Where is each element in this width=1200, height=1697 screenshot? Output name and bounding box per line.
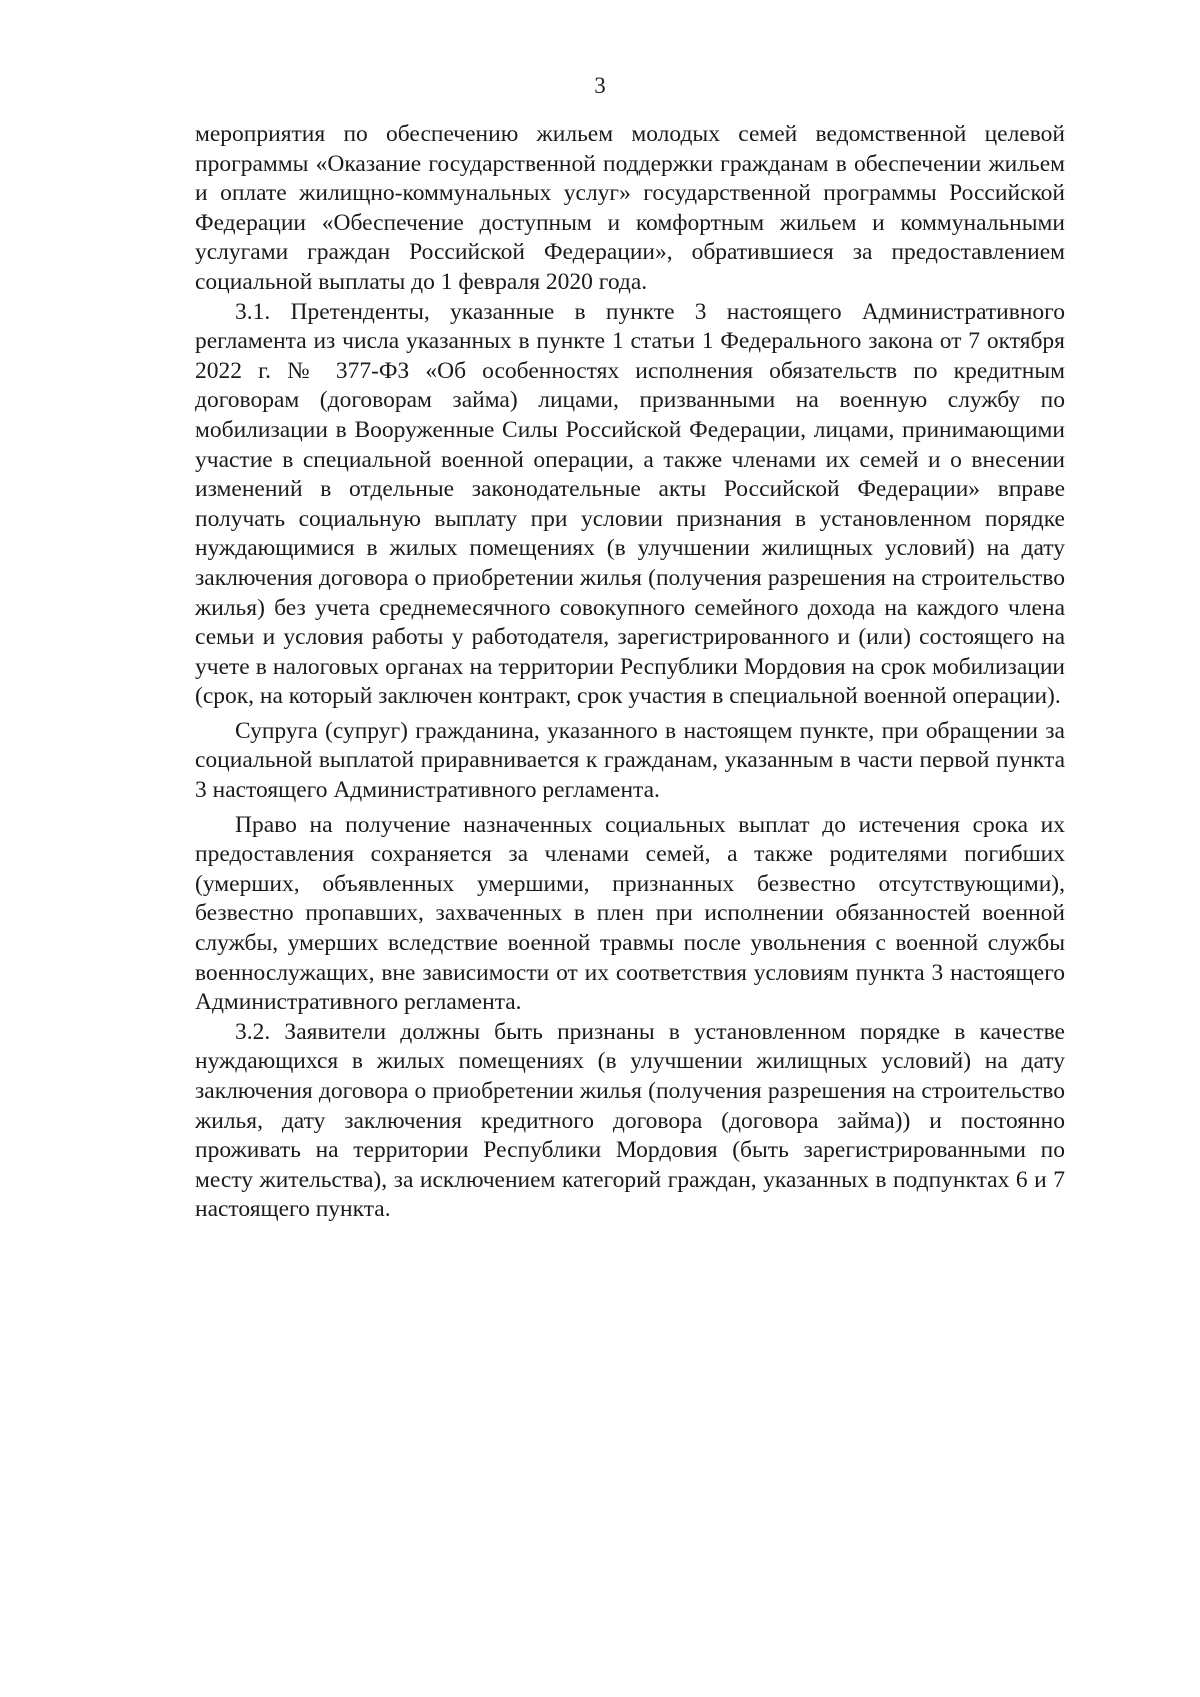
paragraph-spouse: Супруга (супруг) гражданина, указанного в настоящем пункте, при обращении за социальной выплатой приравнивается к гражданам, указанным в части первой пункта 3 настоящего Административного регламента. (195, 717, 1065, 804)
page-number: 3 (594, 73, 606, 98)
document-body (195, 120, 1065, 1225)
paragraph-continuation: мероприятия по обеспечению жильем молодых семей ведомственной целевой программы «Оказание государственной поддержки гражданам в обеспечении жильем и оплате жилищно-коммунальных услуг» государственной программы Российской Федерации «Обеспечение доступным и комфортным жильем и коммунальными услугами граждан Российской Федерации», обратившиеся за предоставлением социальной выплаты до 1 февраля 2020 года. (195, 121, 1065, 295)
paragraph-3-1: 3.1. Претенденты, указанные в пункте 3 настоящего Административного регламента из числа указанных в пункте 1 статьи 1 Федерального закона от 7 октября 2022 г. № 377-ФЗ «Об особенностях исполнения обязательств по кредитным договорам (договорам займа) лицами, призванными на военную службу по мобилизации в Вооруженные Силы Российской Федерации, лицами, принимающими участие в специальной военной операции, а также членами их семей и о внесении изменений в отдельные законодательные акты Российской Федерации» вправе получать социальную выплату при условии признания в установленном порядке нуждающимися в жилых помещениях (в улучшении жилищных условий) на дату заключения договора о приобретении жилья (получения разрешения на строительство жилья) без учета среднемесячного совокупного семейного дохода на каждого члена семьи и условия работы у работодателя, зарегистрированного и (или) состоящего на учете в налоговых органах на территории Республики Мордовия на срок мобилизации (срок, на который заключен контракт, срок участия в специальной военной операции). (195, 298, 1065, 710)
paragraph-right-to-payments: Право на получение назначенных социальных выплат до истечения срока их предоставления сохраняется за членами семей, а также родителями погибших (умерших, объявленных умершими, признанных безвестно отсутствующими), безвестно пропавших, захваченных в плен при исполнении обязанностей военной службы, умерших вследствие военной травмы после увольнения с военной службы военнослужащих, вне зависимости от их соответствия условиям пункта 3 настоящего Административного регламента. (195, 811, 1065, 1016)
paragraph-3-2: 3.2. Заявители должны быть признаны в установленном порядке в качестве нуждающихся в жилых помещениях (в улучшении жилищных условий) на дату заключения договора о приобретении жилья (получения разрешения на строительство жилья, дату заключения кредитного договора (договора займа)) и постоянно проживать на территории Республики Мордовия (быть зарегистрированными по месту жительства), за исключением категорий граждан, указанных в подпунктах 6 и 7 настоящего пункта. (195, 1018, 1065, 1223)
